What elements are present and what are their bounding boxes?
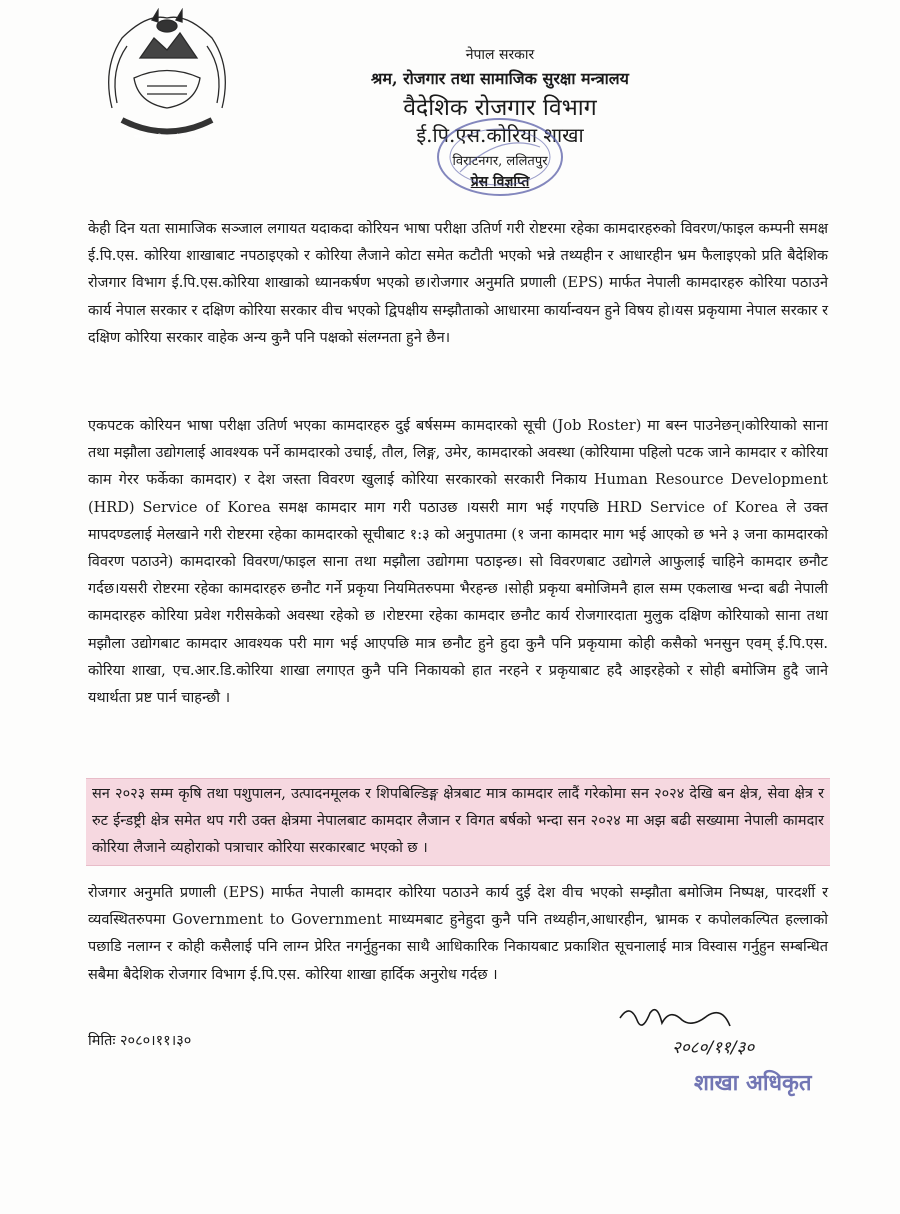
header-gov: नेपाल सरकार [465, 47, 535, 63]
official-stamp-icon [430, 112, 570, 202]
signature-date: २०८०/११/३० [672, 1038, 755, 1058]
signature-icon [612, 998, 832, 1108]
paragraph-3-highlighted: सन २०२३ सम्म कृषि तथा पशुपालन, उत्पादनमूलक र शिपबिल्डिङ्ग क्षेत्रबाट मात्र कामदार लादैं गरेकोमा सन २०२४ देखि बन क्षेत्र, सेवा क्षेत्र र रुट ईन्डष्ट्री क्षेत्र समेत थप गरी उक्त क्षेत्रमा नेपालबाट कामदार लैजान र विगत बर्षको भन्दा सन २०२४ मा अझ बढी सख्यामा नेपाली कामदार कोरिया लैजाने व्यहोराको पत्राचार कोरिया सरकारबाट भएको छ । [86, 778, 830, 866]
signature-title: शाखा अधिकृत [694, 1071, 812, 1096]
emblem-motto: जननी जन्मभूमिश्च स्वर्गादपि गरीयसी [133, 134, 201, 140]
header-ministry: श्रम, रोजगार तथा सामाजिक सुरक्षा मन्त्रालय [371, 69, 629, 88]
paragraph-1: केही दिन यता सामाजिक सञ्जाल लगायत यदाकदा कोरियन भाषा परीक्षा उतिर्ण गरी रोष्टरमा रहेका कामदारहरुको विवरण/फाइल कम्पनी समक्ष ई.पि.एस. कोरिया शाखाबाट नपठाइएको र कोरिया लैजाने कोटा समेत कटौती भएको भन्ने तथ्यहीन र आधारहीन भ्रम फैलाइएको प्रति बैदेशिक रोजगार विभाग ई.पि.एस.कोरिया शाखाको ध्यानकर्षण भएको छ।रोजगार अनुमति प्रणाली (EPS) मार्फत नेपाली कामदारहरु कोरिया पठाउने कार्य नेपाल सरकार र दक्षिण कोरिया सरकार वीच भएको द्विपक्षीय सम्झौताको आधारमा कार्यान्वयन हुने विषय हो।यस प्रकृयामा नेपाल सरकार र दक्षिण कोरिया सरकार वाहेक अन्य कुनै पनि पक्षको संलग्नता हुने छैन। [88, 221, 828, 346]
header-department: वैदेशिक रोजगार विभाग [403, 95, 597, 121]
nepal-emblem-icon [92, 8, 242, 153]
press-release-title: प्रेस विज्ञप्ति [470, 174, 530, 190]
paragraph-2: एकपटक कोरियन भाषा परीक्षा उतिर्ण भएका कामदारहरु दुई बर्षसम्म कामदारको सूची (Job Roster) मा बस्न पाउनेछन्।कोरियाको साना तथा मझौला उद्योगलाई आवश्यक पर्ने कामदारको उचाई, तौल, लिङ्ग, उमेर, कामदारको अवस्था (कोरियामा पहिलो पटक जाने कामदार र कोरिया काम गेरर फर्केका कामदार) र देश जस्ता विवरण खुलाई कोरिया सरकारको सरकारी निकाय Human Resource Development (HRD) Service of Korea समक्ष कामदार माग गरी पठाउछ ।यसरी माग भई गएपछि HRD Service of Korea ले उक्त मापदण्डलाई मेलखाने गरी रोष्टरमा रहेका कामदारको सूचीबाट १:३ को अनुपातमा (१ जना कामदार माग भई आएको छ भने ३ जना कामदारको विवरण पठाउने) कामदारको विवरण/फाइल साना तथा मझौला उद्योगमा पठाइन्छ। सो विवरणबाट उद्योगले आफुलाई चाहिने कामदार छनौट गर्दछ।यसरी रोष्टरमा रहेका कामदारहरु छनौट गर्ने प्रकृया नियमितरुपमा भैरहन्छ ।सोही प्रकृया बमोजिमनै हाल सम्म एकलाख भन्दा बढी नेपाली कामदारहरु कोरिया प्रवेश गरीसकेको अवस्था रहेको छ ।रोष्टरमा रहेका कामदार छनौट कार्य रोजगारदाता मुलुक दक्षिण कोरियाको साना तथा मझौला उद्योगबाट कामदार आवश्यक परी माग भई आएपछि मात्र छनौट हुने हुदा कुनै पनि प्रकृयामा कोही कसैको भनसुन एवम् ई.पि.एस. कोरिया शाखा, एच.आर.डि.कोरिया शाखा लगाएत कुनै पनि निकायको हात नरहने र प्रकृयाबाट हदै आइरहेको र सोही बमोजिम हुदै जाने यथार्थता प्रष्ट पार्न चाहन्छौ । [88, 418, 828, 707]
paragraph-4: रोजगार अनुमति प्रणाली (EPS) मार्फत नेपाली कामदार कोरिया पठाउने कार्य दुई देश वीच भएको सम्झौता बमोजिम निष्पक्ष, पारदर्शी र व्यवस्थितरुपमा Government to Government माध्यमबाट हुनेहुदा कुनै पनि तथ्यहीन,आधारहीन, भ्रामक र कपोलकल्पित हल्लाको पछाडि नलाग्न र कोही कसैलाई पनि लाग्न प्रेरित नगर्नुहुनका साथै आधिकारिक निकायबाट प्रकाशित सूचनालाई मात्र विस्वास गर्नुहुन सम्बन्धित सबैमा बैदेशिक रोजगार विभाग ई.पि.एस. कोरिया शाखा हार्दिक अनुरोध गर्दछ । [88, 885, 828, 983]
date-line: मितिः २०८०।११।३० [88, 1033, 192, 1049]
header-location: विराटनगर, ललितपुर [452, 154, 548, 169]
header-section: ई.पि.एस.कोरिया शाखा [416, 123, 584, 147]
